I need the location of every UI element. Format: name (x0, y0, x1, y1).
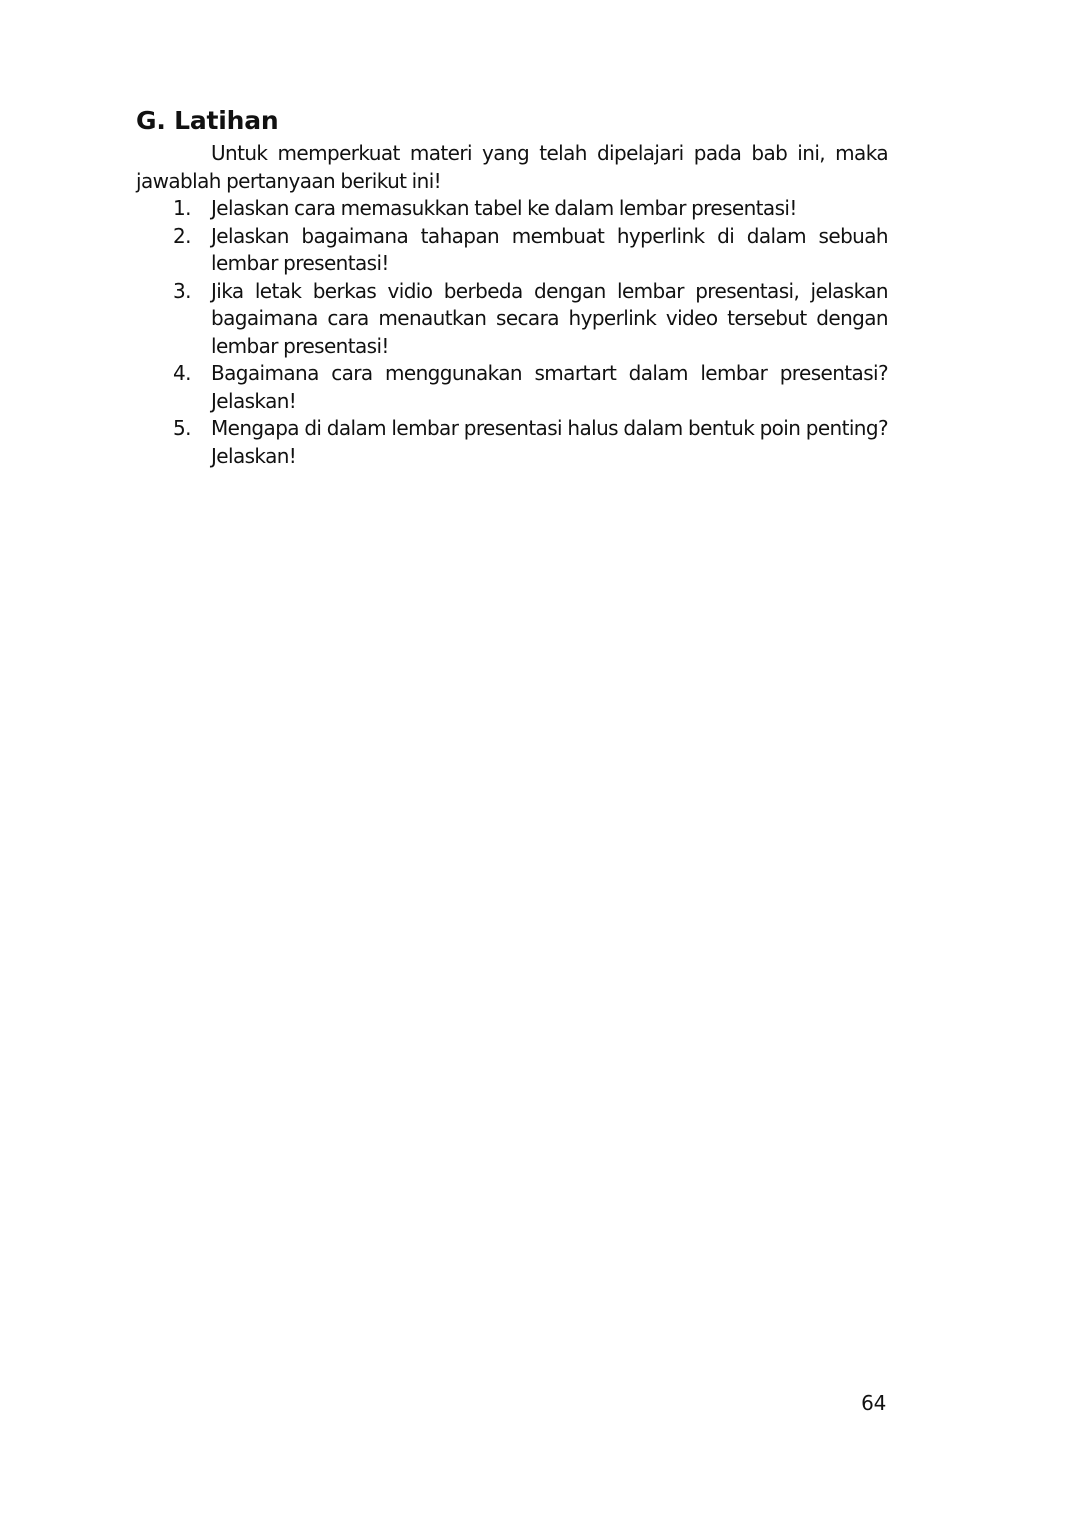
exercise-text: Jika letak berkas vidio berbeda dengan lembar presentasi, jelaskan bagaimana cara menautkan secara hyperlink video tersebut dengan lembar presentasi! (211, 278, 888, 358)
exercise-number: 1. (173, 196, 191, 220)
exercise-item (136, 223, 888, 278)
exercise-item (136, 360, 888, 415)
exercise-item (136, 278, 888, 361)
exercise-text: Jelaskan cara memasukkan tabel ke dalam lembar presentasi! (211, 196, 797, 220)
exercise-item (136, 415, 888, 470)
exercise-item (136, 195, 888, 223)
intro-paragraph: Untuk memperkuat materi yang telah dipelajari pada bab ini, maka jawablah pertanyaan berikut ini! (136, 141, 888, 193)
exercise-number: 2. (173, 223, 191, 248)
exercise-text: Bagaimana cara menggunakan smartart dalam lembar presentasi? Jelaskan! (211, 361, 888, 413)
exercise-text: Mengapa di dalam lembar presentasi halus dalam bentuk poin penting? Jelaskan! (211, 416, 888, 468)
section-heading: G. Latihan (136, 106, 279, 135)
exercise-number: 4. (173, 361, 191, 385)
exercise-text: Jelaskan bagaimana tahapan membuat hyperlink di dalam sebuah lembar presentasi! (211, 223, 888, 275)
exercise-number: 5. (173, 416, 191, 440)
exercise-list (136, 195, 888, 470)
page-content (136, 104, 888, 470)
page-number: 64 (861, 1391, 886, 1415)
exercise-number: 3. (173, 278, 191, 303)
